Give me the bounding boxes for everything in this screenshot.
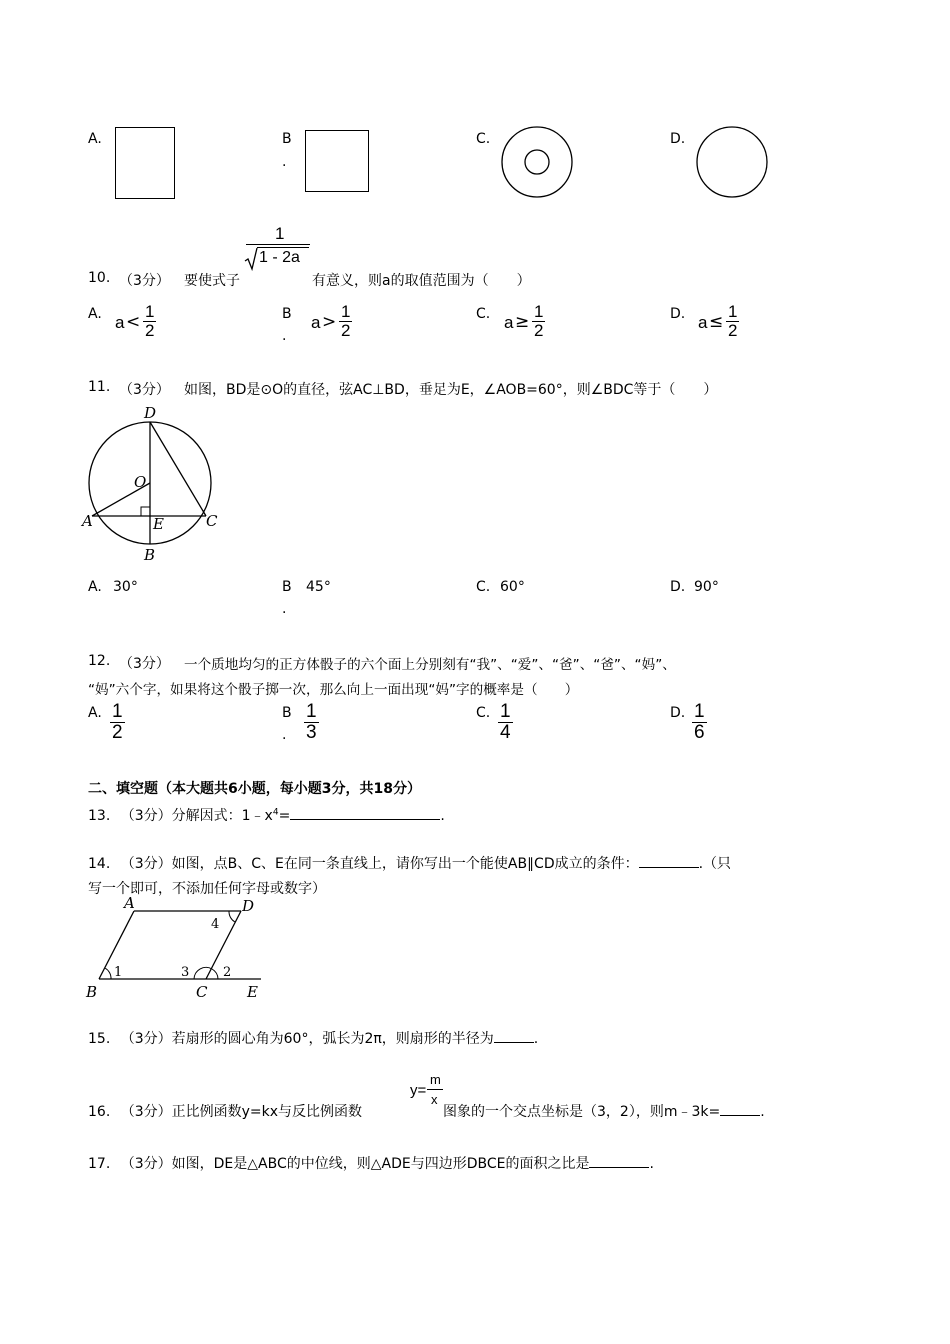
q11-label-c: C bbox=[206, 512, 218, 530]
q12-option-b-dot: . bbox=[282, 727, 287, 743]
q11-label-b: B bbox=[144, 546, 156, 564]
q10-option-b-op: > bbox=[322, 312, 337, 332]
section-2-title: 二、填空题（本大题共6小题，每小题3分，共18分） bbox=[88, 781, 421, 797]
q12-option-a-letter: A. bbox=[88, 705, 102, 721]
q15-end: . bbox=[533, 1031, 539, 1047]
q12-option-c-fraction bbox=[498, 702, 513, 743]
q12-option-a-den: 2 bbox=[112, 721, 123, 743]
q14-angle-1: 1 bbox=[114, 965, 123, 980]
q12-line1: 一个质地均匀的正方体骰子的六个面上分别刻有“我”、“爱”、“爸”、“爸”、“妈”、 bbox=[184, 657, 676, 673]
q16-func-num: m bbox=[430, 1072, 441, 1087]
q16-func-lhs: y= bbox=[410, 1082, 427, 1099]
q13-score: （3分） bbox=[120, 808, 172, 824]
q10-option-d-den: 2 bbox=[728, 320, 738, 340]
q10-option-a-op: < bbox=[126, 312, 141, 332]
q11-score: （3分） bbox=[119, 382, 170, 398]
q10-text-after: 有意义，则a的取值范围为（ ） bbox=[312, 273, 531, 289]
q10-option-b-num: 1 bbox=[341, 302, 351, 321]
q14-angle-2: 2 bbox=[223, 965, 232, 980]
q11-option-d-letter: D. bbox=[670, 579, 686, 595]
q10-option-b-letter: B bbox=[282, 306, 292, 322]
q14-line1-row bbox=[88, 853, 731, 873]
q11-text: 如图，BD是⊙O的直径，弦AC⊥BD，垂足为E，∠AOB=60°，则∠BDC等于（ ） bbox=[184, 382, 718, 398]
q17-answer-blank[interactable] bbox=[589, 1167, 649, 1168]
q16-text-before: 正比例函数y=kx与反比例函数 bbox=[171, 1104, 363, 1120]
q10-expr-numerator: 1 bbox=[275, 224, 285, 243]
q14-number: 14. bbox=[88, 856, 111, 872]
q10-option-d-num: 1 bbox=[728, 302, 738, 321]
q9-option-d-circle bbox=[696, 125, 772, 201]
q12-option-c-den: 4 bbox=[500, 721, 511, 743]
q12-number: 12. bbox=[88, 653, 111, 669]
q15-answer-blank[interactable] bbox=[494, 1042, 534, 1043]
q14-line2: 写一个即可，不添加任何字母或数字） bbox=[88, 881, 326, 897]
q11-option-b-letter: B bbox=[282, 579, 292, 595]
q10-option-c-den: 2 bbox=[534, 320, 544, 340]
q13-end: . bbox=[440, 808, 445, 824]
q10-sqrt-overline bbox=[257, 247, 309, 248]
q11-label-e: E bbox=[153, 515, 164, 533]
q16-answer-blank[interactable] bbox=[720, 1115, 760, 1116]
q10-option-a-lhs: a bbox=[115, 313, 125, 332]
q16-text-after: 图象的一个交点坐标是（3，2），则m﹣3k= bbox=[443, 1104, 721, 1120]
q12-option-d-fraction bbox=[692, 702, 707, 743]
q10-option-d-letter: D. bbox=[670, 306, 686, 322]
q14-label-c: C bbox=[196, 983, 208, 1001]
q14-label-b: B bbox=[86, 983, 98, 1001]
q17-end: . bbox=[649, 1156, 654, 1172]
q14-line1: 如图，点B、C、E在同一条直线上，请你写出一个能使AB∥CD成立的条件： bbox=[171, 856, 639, 872]
q11-option-d-value: 90° bbox=[694, 579, 719, 595]
q15-text: 若扇形的圆心角为60°，弧长为2π，则扇形的半径为 bbox=[171, 1031, 494, 1047]
q11-option-b-dot: . bbox=[282, 601, 287, 617]
q14-angle-3: 3 bbox=[181, 965, 190, 980]
q17-number: 17. bbox=[88, 1156, 111, 1172]
q10-option-b-dot: . bbox=[282, 328, 287, 344]
question-13 bbox=[88, 805, 445, 825]
q10-expr-radicand: 1 - 2a bbox=[259, 249, 300, 266]
q14-parallelogram-figure bbox=[84, 894, 269, 1001]
q11-label-a: A bbox=[82, 512, 93, 530]
q11-option-a-value: 30° bbox=[113, 579, 138, 595]
q12-option-b-num: 1 bbox=[306, 701, 317, 722]
q10-option-b-den: 2 bbox=[341, 320, 351, 340]
q10-option-d-lhs: a bbox=[698, 313, 708, 332]
q11-number: 11. bbox=[88, 379, 111, 395]
q16-func-bar bbox=[427, 1089, 443, 1090]
q13-number: 13. bbox=[88, 808, 111, 824]
q9-option-d-letter: D. bbox=[670, 131, 686, 147]
q14-label-a: A bbox=[124, 894, 135, 912]
q12-line2: “妈”六个字，如果将这个骰子掷一次，那么向上一面出现“妈”字的概率是（ ） bbox=[88, 682, 579, 698]
q11-option-a-letter: A. bbox=[88, 579, 102, 595]
q11-option-c-value: 60° bbox=[500, 579, 525, 595]
q13-answer-blank[interactable] bbox=[290, 819, 440, 820]
q10-option-a-letter: A. bbox=[88, 306, 102, 322]
q10-option-c-num: 1 bbox=[534, 302, 544, 321]
q10-option-b-lhs: a bbox=[311, 313, 321, 332]
q12-option-a-num: 1 bbox=[112, 701, 123, 722]
q15-number: 15. bbox=[88, 1031, 111, 1047]
q10-expr-fraction-bar bbox=[246, 244, 310, 245]
q16-row bbox=[88, 1101, 362, 1121]
q14-answer-blank[interactable] bbox=[639, 867, 699, 868]
q12-score: （3分） bbox=[119, 656, 170, 672]
q12-option-d-den: 6 bbox=[694, 721, 705, 743]
q12-option-b-letter: B bbox=[282, 705, 292, 721]
q9-option-a-square bbox=[115, 127, 175, 199]
q10-option-b-fraction bbox=[339, 303, 352, 340]
q14-label-d: D bbox=[242, 897, 255, 915]
q10-sqrt-sign bbox=[244, 247, 258, 271]
question-17 bbox=[88, 1153, 654, 1173]
q9-option-b-square bbox=[305, 130, 369, 192]
q12-option-c-num: 1 bbox=[500, 701, 511, 722]
q10-option-a-den: 2 bbox=[145, 320, 155, 340]
q12-option-c-letter: C. bbox=[476, 705, 491, 721]
q16-row-after bbox=[443, 1101, 765, 1121]
q10-option-d-fraction bbox=[726, 303, 739, 340]
q9-option-b-dot: . bbox=[282, 154, 287, 170]
q10-score: （3分） bbox=[119, 273, 170, 289]
q11-label-d: D bbox=[144, 404, 157, 422]
q13-text: 分解因式：1﹣x bbox=[171, 808, 273, 824]
q16-number: 16. bbox=[88, 1104, 111, 1120]
q12-option-b-fraction bbox=[304, 702, 319, 743]
q13-superscript: 4 bbox=[272, 807, 279, 818]
q10-option-c-letter: C. bbox=[476, 306, 491, 322]
q11-option-b-value: 45° bbox=[306, 579, 331, 595]
q12-option-d-num: 1 bbox=[694, 701, 705, 722]
q11-circle-figure bbox=[80, 403, 230, 565]
q9-option-c-double-circle bbox=[500, 125, 576, 201]
q15-score: （3分） bbox=[120, 1031, 172, 1047]
q14-angle-4: 4 bbox=[211, 917, 220, 932]
q10-option-a-num: 1 bbox=[145, 302, 155, 321]
q16-score: （3分） bbox=[120, 1104, 172, 1120]
q16-end: . bbox=[760, 1104, 765, 1120]
question-15 bbox=[88, 1028, 538, 1048]
q11-option-c-letter: C. bbox=[476, 579, 491, 595]
q10-text-before: 要使式子 bbox=[184, 273, 240, 289]
q9-option-b-letter: B bbox=[282, 131, 292, 147]
q17-score: （3分） bbox=[120, 1156, 172, 1172]
q11-label-o: O bbox=[134, 473, 147, 491]
q10-option-d-op: ≤ bbox=[709, 312, 724, 332]
q12-option-d-letter: D. bbox=[670, 705, 686, 721]
q10-number: 10. bbox=[88, 270, 111, 286]
q10-option-c-op: ≥ bbox=[515, 312, 530, 332]
q12-option-a-fraction bbox=[110, 702, 125, 743]
q9-option-c-letter: C. bbox=[476, 131, 491, 147]
q14-line1-end: .（只 bbox=[698, 856, 732, 872]
q14-score: （3分） bbox=[120, 856, 172, 872]
q14-label-e: E bbox=[247, 983, 258, 1001]
q9-option-a-letter: A. bbox=[88, 131, 102, 147]
q10-option-c-fraction bbox=[532, 303, 545, 340]
q13-equals: = bbox=[278, 808, 291, 824]
q16-func-den: x bbox=[431, 1092, 438, 1107]
q17-text: 如图，DE是△ABC的中位线，则△ADE与四边形DBCE的面积之比是 bbox=[171, 1156, 590, 1172]
q10-option-a-fraction bbox=[143, 303, 156, 340]
q12-option-b-den: 3 bbox=[306, 721, 317, 743]
q10-option-c-lhs: a bbox=[504, 313, 514, 332]
